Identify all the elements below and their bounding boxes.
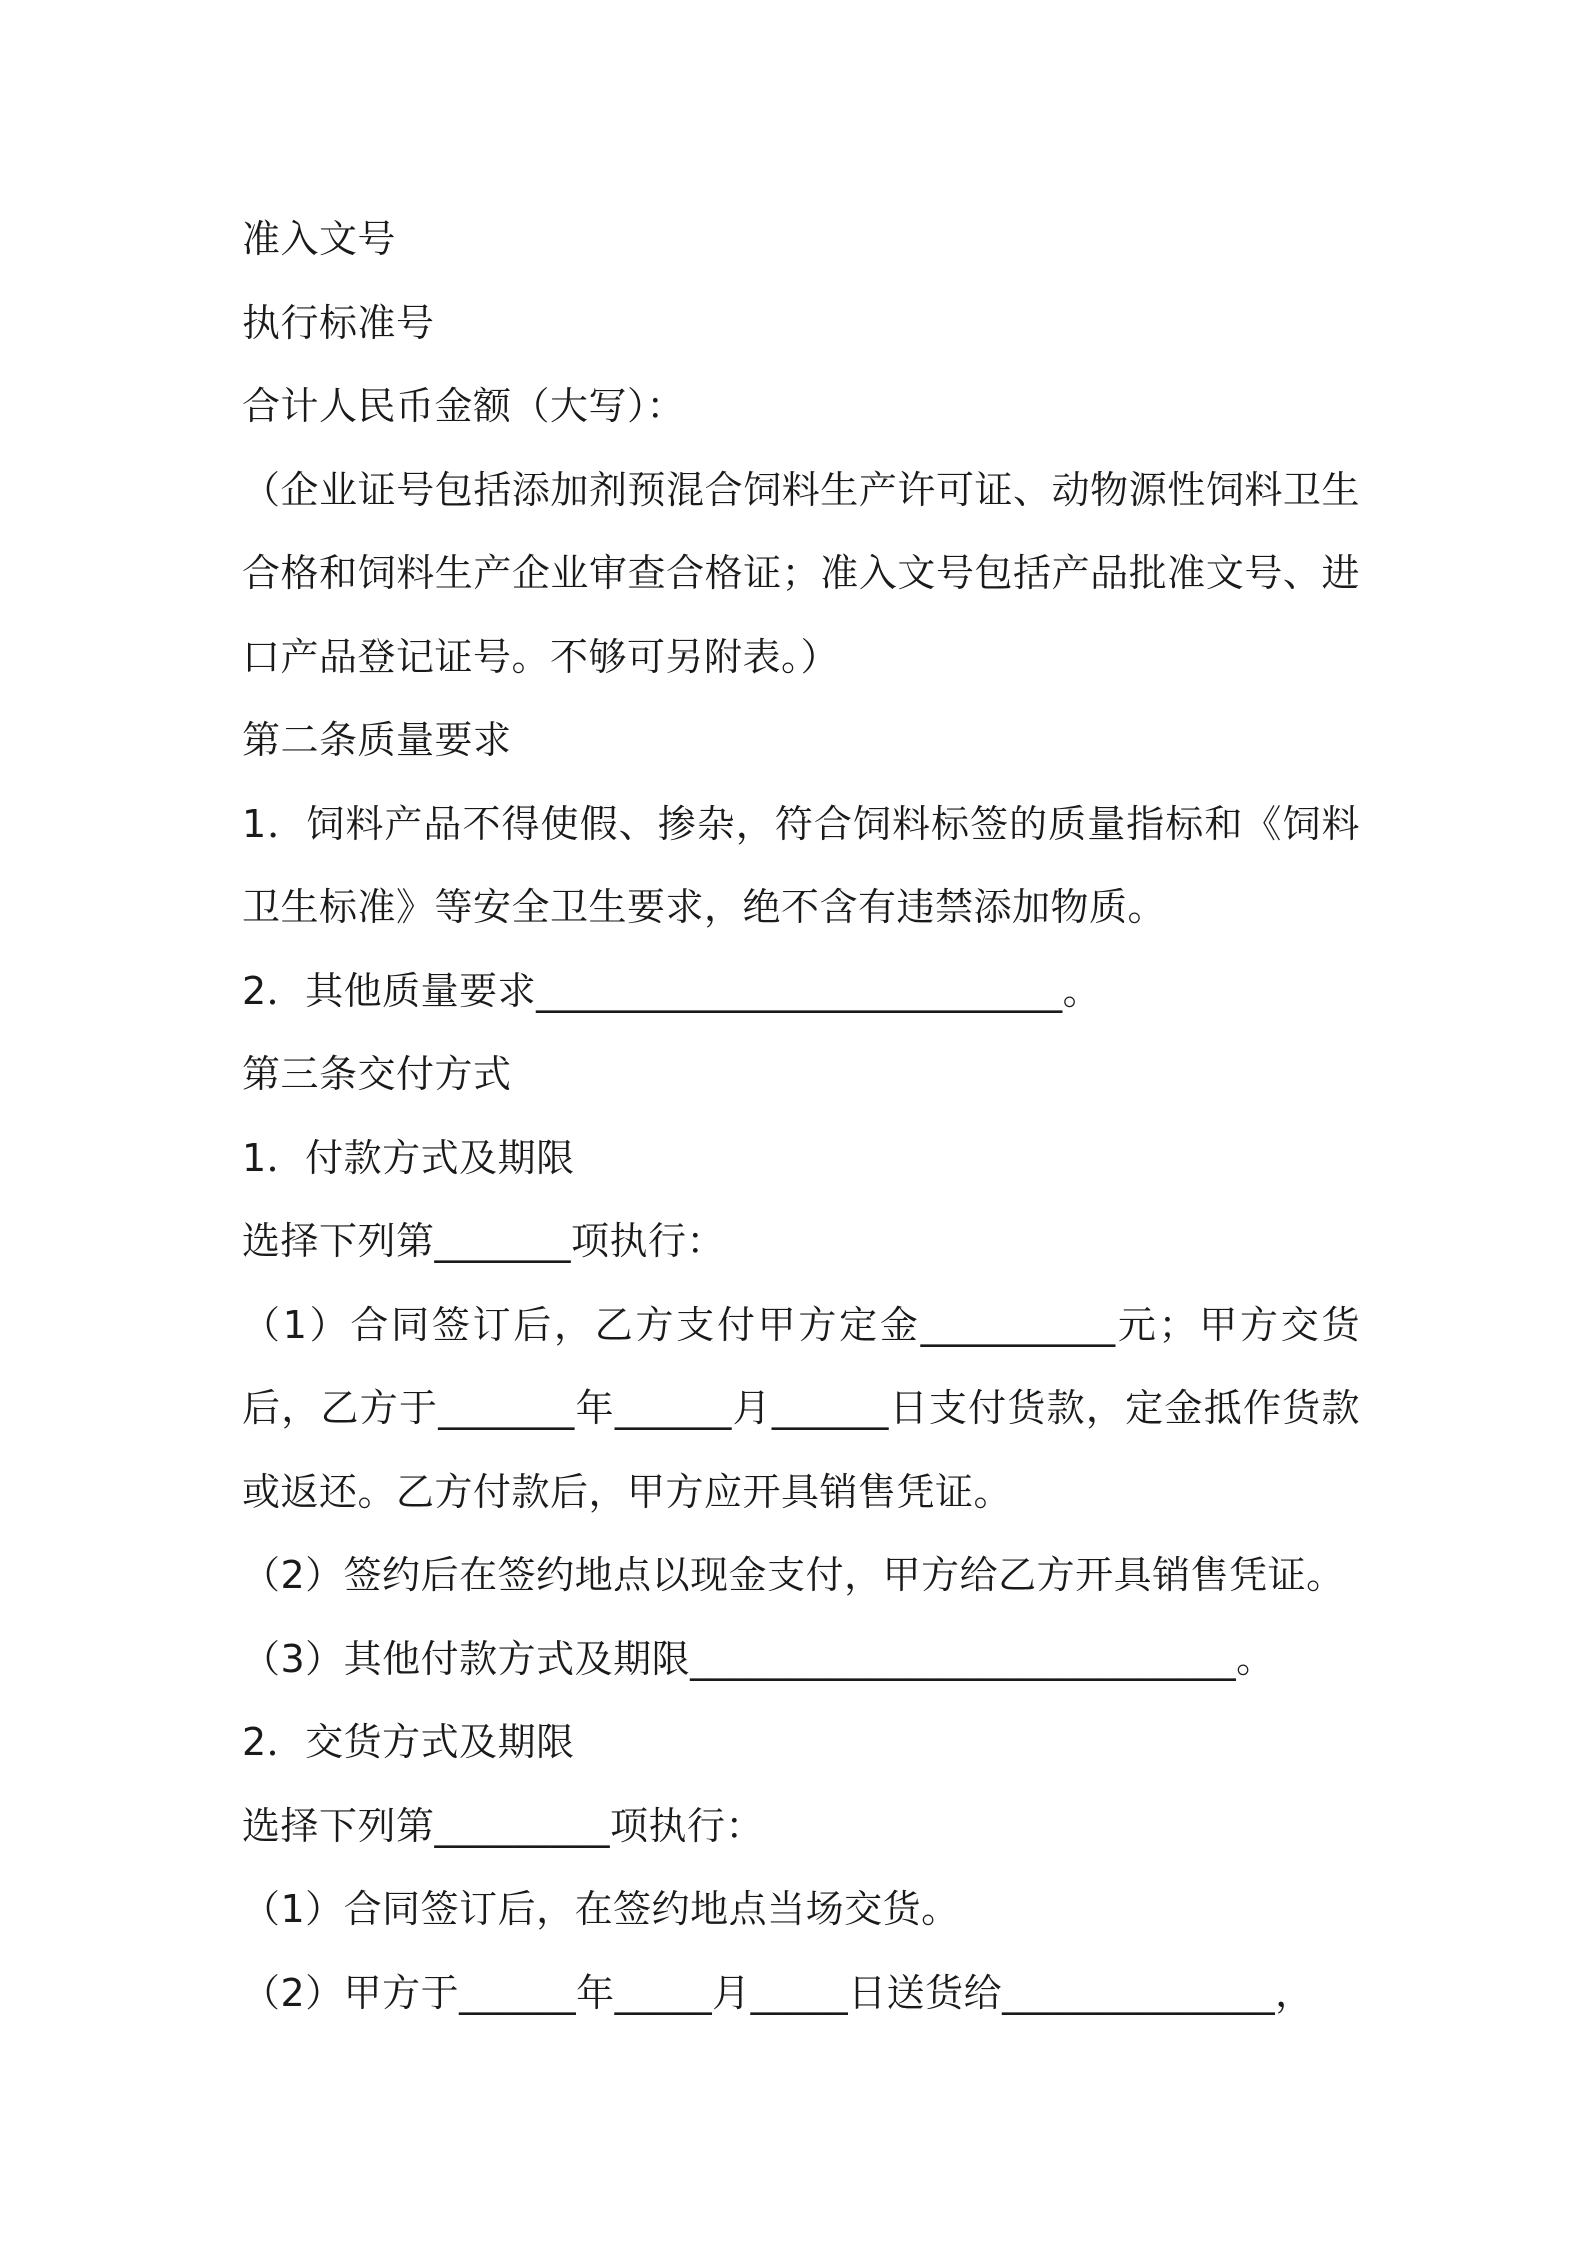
heading-article-3-delivery: 第三条交付方式	[242, 1052, 512, 1096]
payment-heading: 1．付款方式及期限	[242, 1135, 575, 1180]
line-total-amount: 合计人民币金额（大写）：	[242, 384, 686, 428]
payment-choice: 选择下列第_______项执行：	[242, 1219, 726, 1263]
delivery-option-1: （1）合同签订后，在签约地点当场交货。	[242, 1887, 960, 1931]
delivery-heading: 2．交货方式及期限	[242, 1720, 575, 1764]
payment-option-3: （3）其他付款方式及期限____________________________。	[242, 1636, 1275, 1681]
heading-article-2-quality: 第二条质量要求	[242, 718, 512, 762]
note-license-paragraph: （企业证号包括添加剂预混合饲料生产许可证、动物源性饲料卫生合格和饲料生产企业审查合格证；准入文号包括产品批准文号、进口产品登记证号。不够可另附表。）	[242, 467, 1360, 679]
line-standard-number: 执行标准号	[242, 300, 435, 345]
delivery-choice: 选择下列第_________项执行：	[242, 1803, 765, 1848]
payment-option-2: （2）签约后在签约地点以现金支付，甲方给乙方开具销售凭证。	[242, 1553, 1345, 1597]
line-approval-number: 准入文号	[242, 217, 397, 261]
quality-item-1: 1．饲料产品不得使假、掺杂，符合饲料标签的质量指标和《饲料卫生标准》等安全卫生要求，绝不含有违禁添加物质。	[242, 801, 1360, 929]
delivery-option-2: （2）甲方于______年_____月_____日送货给______________，	[242, 1970, 1314, 2015]
document-body	[242, 198, 1360, 2035]
quality-item-2: 2．其他质量要求___________________________。	[242, 968, 1102, 1013]
payment-option-1: （1）合同签订后，乙方支付甲方定金__________元；甲方交货后，乙方于_______年______月______日支付货款，定金抵作货款或返还。乙方付款后，甲方应开具销售凭证。	[242, 1302, 1360, 1514]
